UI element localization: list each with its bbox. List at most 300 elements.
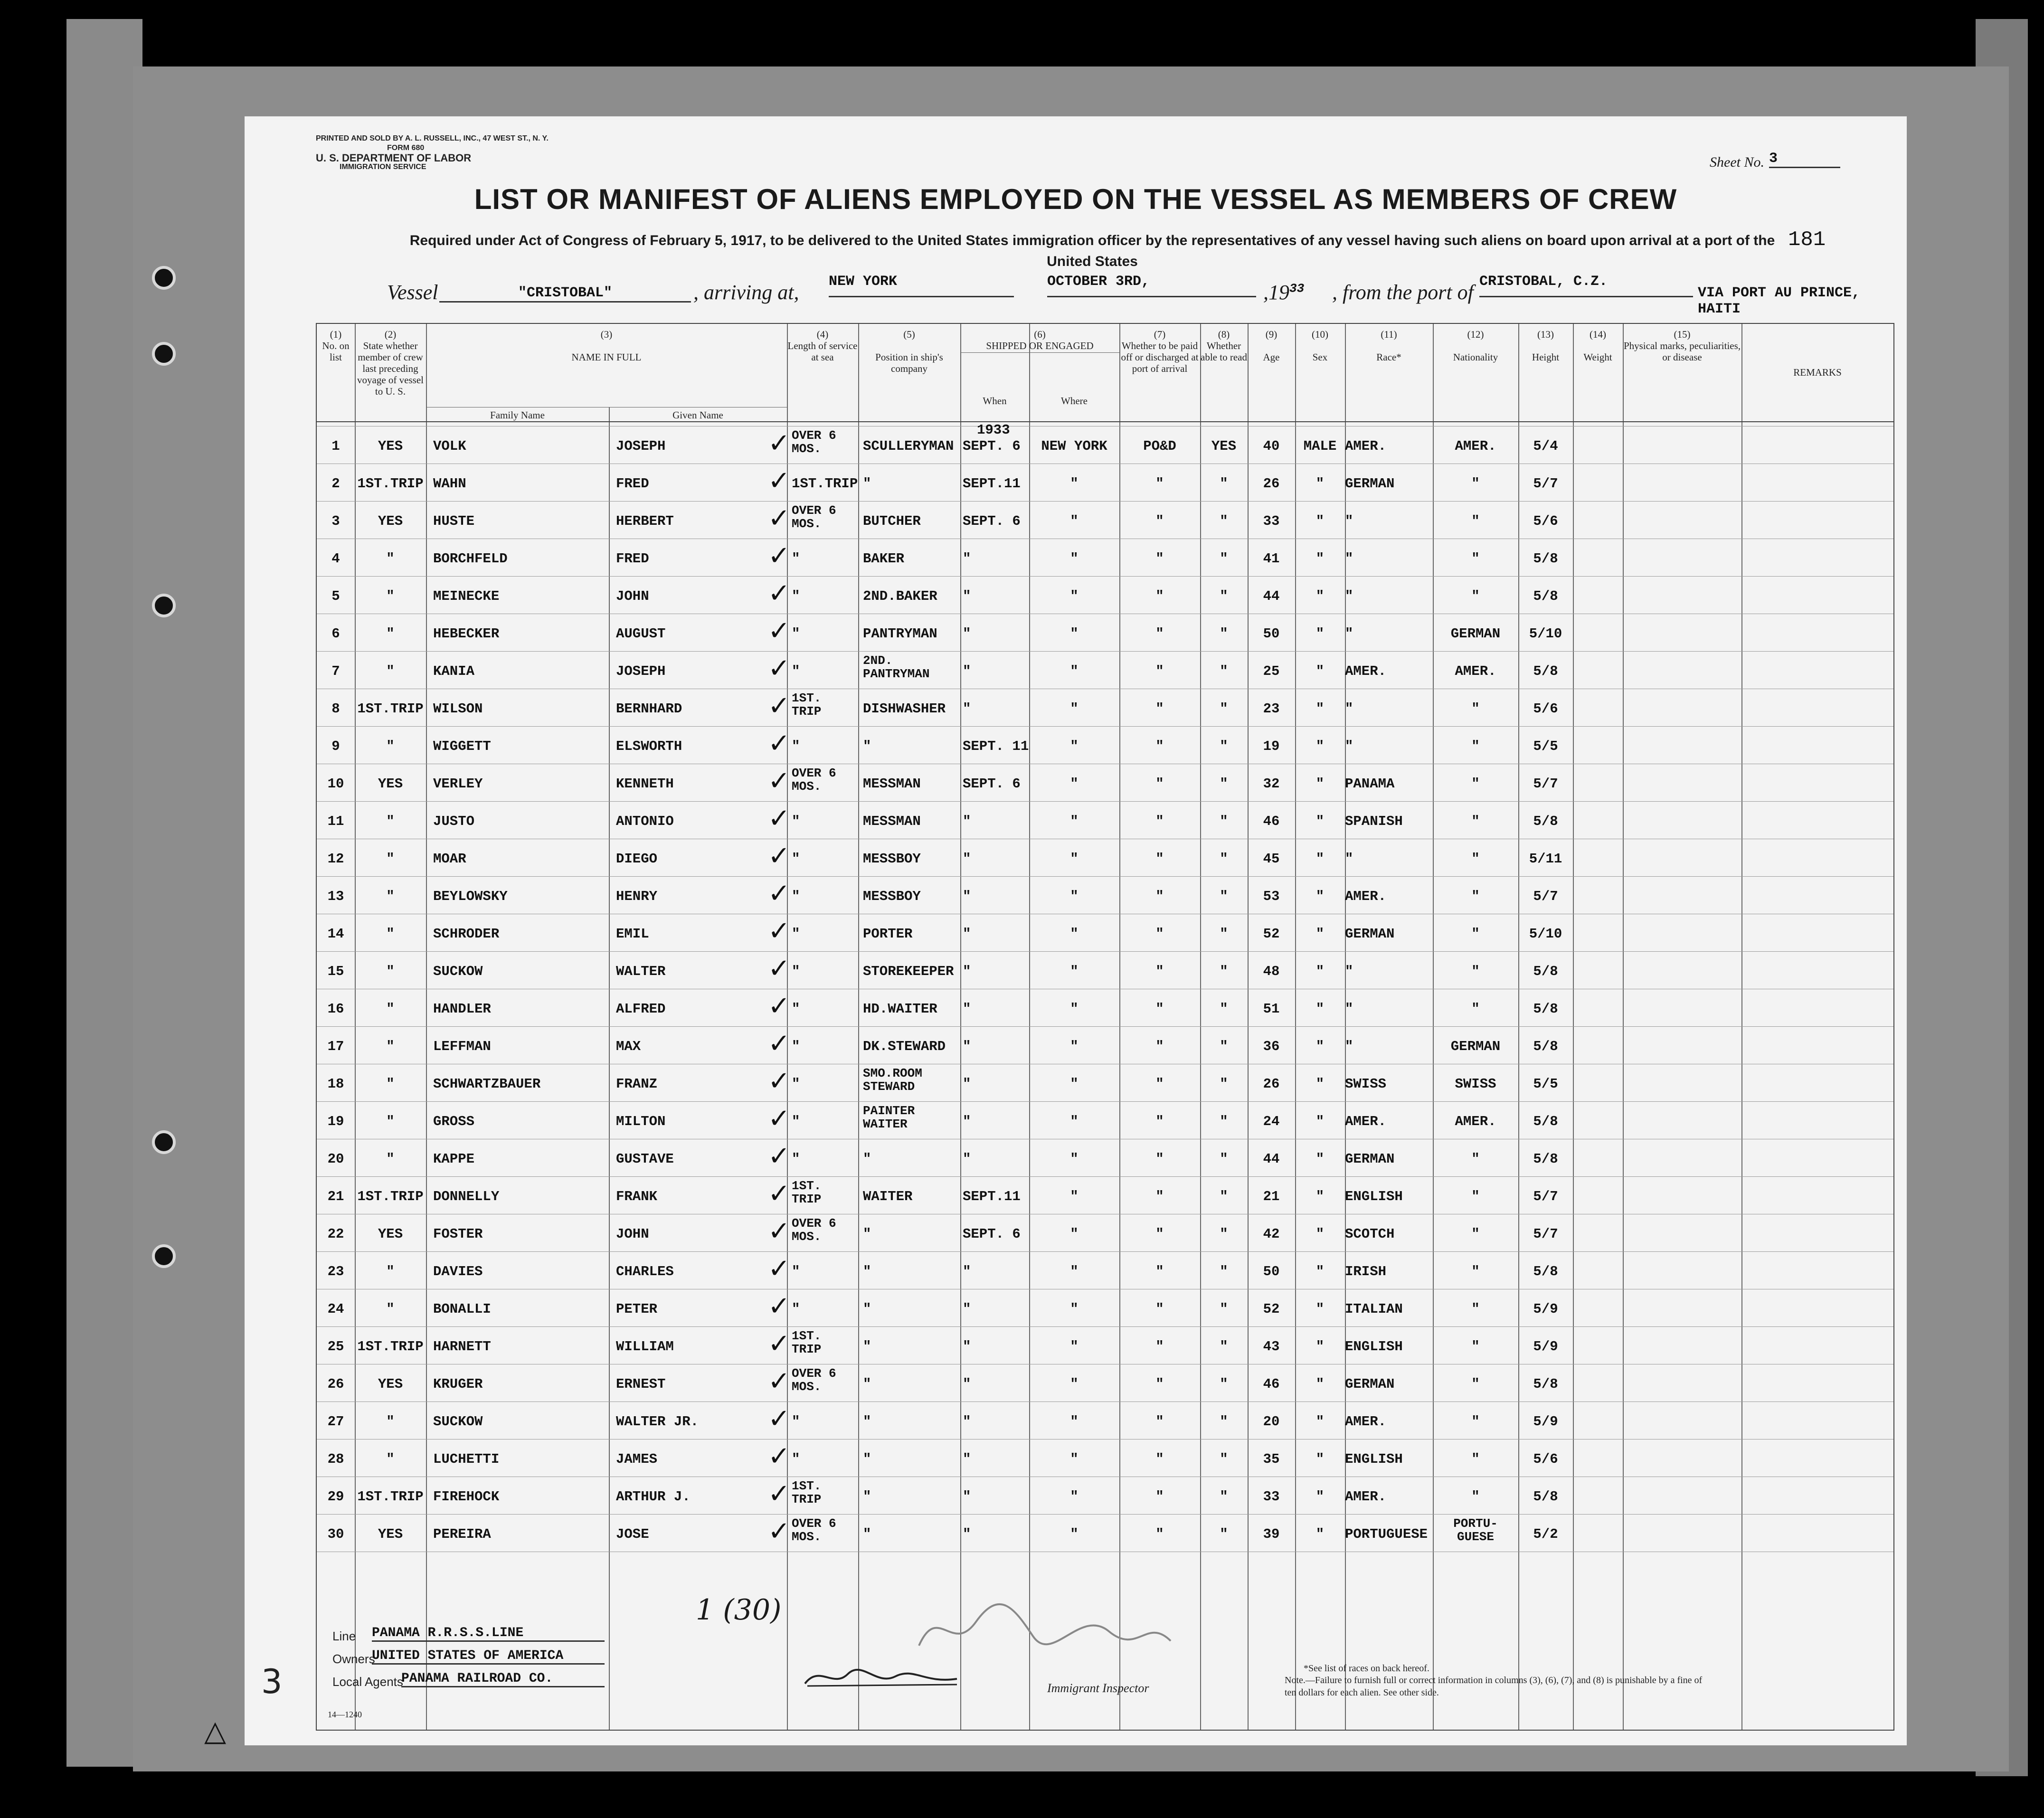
shipped-when: " (963, 1489, 971, 1505)
given-name: PETER (616, 1301, 658, 1317)
checkmark-icon: ✓ (768, 540, 790, 571)
given-name: FRANZ (616, 1076, 658, 1092)
col-2-header: (2) State whether member of crew last preceding voyage of vessel to U. S. (357, 329, 424, 397)
previous-voyage: 1ST.TRIP (357, 701, 424, 717)
age: 50 (1263, 626, 1280, 642)
table-row (317, 576, 1893, 614)
sheet-label: Sheet No. (1710, 154, 1764, 170)
from-label: , from the port of (1332, 281, 1474, 304)
table-row (317, 1214, 1893, 1251)
age: 39 (1263, 1526, 1280, 1542)
nationality: SWISS (1455, 1076, 1496, 1092)
given-name: ELSWORTH (616, 739, 682, 754)
race: IRISH (1345, 1264, 1387, 1279)
shipped-where: " (1070, 814, 1079, 829)
checkmark-icon: ✓ (768, 1516, 790, 1547)
paid-off-status: " (1155, 551, 1164, 567)
manifest-table (316, 323, 1894, 1731)
departure-port: CRISTOBAL, C.Z. (1479, 267, 1693, 297)
given-name: EMIL (616, 926, 649, 942)
ship-position: PANTRYMAN (863, 626, 937, 642)
shipped-where: " (1070, 1151, 1079, 1167)
shipped-where: " (1070, 513, 1079, 529)
given-name: FRED (616, 476, 649, 492)
paid-off-status: " (1155, 1076, 1164, 1092)
able-to-read: " (1220, 1264, 1228, 1279)
nationality: " (1471, 851, 1480, 867)
age: 20 (1263, 1414, 1280, 1430)
family-name: HUSTE (433, 513, 475, 529)
shipped-where: " (1070, 926, 1079, 942)
family-name: LUCHETTI (433, 1451, 500, 1467)
length-of-service: " (792, 964, 800, 979)
given-name: FRANK (616, 1189, 658, 1204)
previous-voyage: YES (378, 513, 403, 529)
paid-off-status: " (1155, 476, 1164, 492)
checkmark-icon: ✓ (768, 803, 790, 834)
race: PORTUGUESE (1345, 1526, 1428, 1542)
inspector-signature (800, 1660, 962, 1693)
given-name: MILTON (616, 1114, 666, 1129)
length-of-service: " (792, 663, 800, 679)
col-15-header: (15) Physical marks, peculiarities, or disease (1623, 329, 1741, 363)
shipped-when: " (963, 1039, 971, 1054)
checkmark-icon: ✓ (768, 615, 790, 646)
paid-off-status: " (1155, 626, 1164, 642)
left-binder-strip (66, 19, 142, 1767)
nationality: " (1471, 701, 1480, 717)
nationality: " (1471, 551, 1480, 567)
checkmark-icon: ✓ (768, 1366, 790, 1397)
checkmark-icon: ✓ (768, 878, 790, 909)
nationality: " (1471, 476, 1480, 492)
able-to-read: " (1220, 1451, 1228, 1467)
family-name: LEFFMAN (433, 1039, 491, 1054)
age: 52 (1263, 1301, 1280, 1317)
length-of-service: " (792, 1301, 800, 1317)
length-of-service: " (792, 1039, 800, 1054)
page-subtitle: Required under Act of Congress of February 5, 1917, to be delivered to the United States immigration officer by the representatives of any vessel having such aliens on board upon arrival at a port of the United States (409, 233, 1775, 269)
ship-position: DK.STEWARD (863, 1039, 946, 1054)
previous-voyage: " (386, 739, 395, 754)
sex: " (1315, 1226, 1325, 1242)
service-name: IMMIGRATION SERVICE (340, 163, 426, 171)
shipped-where: " (1070, 776, 1079, 792)
age: 52 (1263, 926, 1280, 942)
shipped-when: " (963, 1001, 971, 1017)
paid-off-status: " (1155, 1114, 1164, 1129)
row-number: 6 (331, 626, 340, 642)
table-row (317, 1401, 1893, 1439)
row-number: 9 (331, 739, 340, 754)
nationality: " (1471, 889, 1480, 904)
shipped-when: SEPT. 6 (963, 513, 1021, 529)
family-name: HARNETT (433, 1339, 491, 1354)
row-number: 7 (331, 663, 340, 679)
age: 21 (1263, 1189, 1280, 1204)
printer-line: PRINTED AND SOLD BY A. L. RUSSELL, INC., 47 WEST ST., N. Y. (316, 134, 549, 142)
shipped-when: SEPT.11 (963, 476, 1021, 492)
family-name: DAVIES (433, 1264, 483, 1279)
age: 35 (1263, 1451, 1280, 1467)
race: " (1345, 588, 1353, 604)
family-name: HANDLER (433, 1001, 491, 1017)
race: GERMAN (1345, 1151, 1395, 1167)
shipped-where: " (1070, 889, 1079, 904)
able-to-read: " (1220, 1414, 1228, 1430)
shipped-where: " (1070, 1264, 1079, 1279)
line-label: Line (332, 1629, 356, 1643)
shipped-where: " (1070, 851, 1079, 867)
race: " (1345, 964, 1353, 979)
paid-off-status: " (1155, 1226, 1164, 1242)
nationality: AMER. (1455, 1114, 1496, 1129)
able-to-read: " (1220, 1039, 1228, 1054)
ship-position: " (863, 1226, 871, 1242)
checkmark-icon: ✓ (768, 1441, 790, 1472)
sex: " (1315, 926, 1325, 942)
race: AMER. (1345, 1114, 1387, 1129)
height: 5/7 (1533, 889, 1558, 904)
pencil-signature (909, 1589, 1175, 1665)
given-name: WALTER (616, 964, 666, 979)
height: 5/6 (1533, 1451, 1558, 1467)
ship-position: HD.WAITER (863, 1001, 937, 1017)
shipped-when: " (963, 1114, 971, 1129)
shipped-where: " (1070, 1114, 1079, 1129)
race: GERMAN (1345, 1376, 1395, 1392)
age: 45 (1263, 851, 1280, 867)
paid-off-status: " (1155, 1264, 1164, 1279)
nationality: GERMAN (1450, 626, 1501, 642)
shipped-when: " (963, 814, 971, 829)
row-number: 2 (331, 476, 340, 492)
sex: " (1315, 1301, 1325, 1317)
table-row (317, 1251, 1893, 1289)
checkmark-icon: ✓ (768, 1291, 790, 1322)
height: 5/8 (1533, 1376, 1558, 1392)
table-row (317, 1064, 1893, 1101)
row-number: 12 (327, 851, 344, 867)
checkmark-icon: ✓ (768, 991, 790, 1022)
paid-off-status: " (1155, 1489, 1164, 1505)
length-of-service: " (792, 626, 800, 642)
table-row (317, 501, 1893, 539)
age: 44 (1263, 588, 1280, 604)
row-number: 4 (331, 551, 340, 567)
shipped-where: " (1070, 551, 1079, 567)
shipped-when: " (963, 1151, 971, 1167)
height: 5/7 (1533, 1189, 1558, 1204)
row-number: 14 (327, 926, 344, 942)
nationality: " (1471, 588, 1480, 604)
checkmark-icon: ✓ (768, 503, 790, 534)
sex: " (1315, 1376, 1325, 1392)
age: 26 (1263, 1076, 1280, 1092)
previous-voyage: " (386, 1076, 395, 1092)
race: " (1345, 551, 1353, 567)
row-number: 16 (327, 1001, 344, 1017)
sex: " (1315, 1039, 1325, 1054)
race: AMER. (1345, 1414, 1387, 1430)
age: 33 (1263, 1489, 1280, 1505)
height: 5/6 (1533, 701, 1558, 717)
nationality: " (1471, 739, 1480, 754)
height: 5/6 (1533, 513, 1558, 529)
able-to-read: " (1220, 513, 1228, 529)
form-code: 14—1240 (328, 1710, 362, 1719)
sex: " (1315, 1076, 1325, 1092)
checkmark-icon: ✓ (768, 578, 790, 609)
age: 46 (1263, 1376, 1280, 1392)
col-6-header: (6) SHIPPED OR ENGAGED (986, 329, 1094, 351)
given-name: WILLIAM (616, 1339, 674, 1354)
shipped-when: " (963, 1339, 971, 1354)
able-to-read: " (1220, 1001, 1228, 1017)
shipped-when: " (963, 926, 971, 942)
family-name: MOAR (433, 851, 466, 867)
nationality: " (1471, 1376, 1480, 1392)
length-of-service: " (792, 1414, 800, 1430)
page-number: 181 (1788, 228, 1826, 252)
department-name: U. S. DEPARTMENT OF LABOR (316, 152, 472, 164)
form-number: FORM 680 (387, 144, 425, 152)
given-name: ALFRED (616, 1001, 666, 1017)
able-to-read: " (1220, 851, 1228, 867)
previous-voyage: " (386, 588, 395, 604)
height: 5/8 (1533, 551, 1558, 567)
able-to-read: " (1220, 1114, 1228, 1129)
checkmark-icon: ✓ (768, 1028, 790, 1059)
shipped-when: " (963, 701, 971, 717)
arriving-label: , arriving at, (693, 281, 799, 304)
checkmark-icon: ✓ (768, 1253, 790, 1284)
sex: " (1315, 776, 1325, 792)
row-number: 5 (331, 588, 340, 604)
ship-position: " (863, 1264, 871, 1279)
shipped-where: " (1070, 588, 1079, 604)
length-of-service: OVER 6 MOS. (792, 428, 836, 456)
height: 5/8 (1533, 1039, 1558, 1054)
family-name: PEREIRA (433, 1526, 491, 1542)
table-row (317, 1139, 1893, 1176)
age: 53 (1263, 889, 1280, 904)
length-of-service: " (792, 926, 800, 942)
length-of-service: OVER 6 MOS. (792, 1516, 836, 1544)
previous-voyage: " (386, 814, 395, 829)
able-to-read: " (1220, 926, 1228, 942)
race: " (1345, 626, 1353, 642)
paid-off-status: " (1155, 739, 1164, 754)
family-name: GROSS (433, 1114, 475, 1129)
vessel-label: Vessel (387, 281, 438, 304)
checkmark-icon: ✓ (768, 1066, 790, 1097)
shipped-when: SEPT. 11 (963, 739, 1029, 754)
able-to-read: " (1220, 1189, 1228, 1204)
sex: " (1315, 1414, 1325, 1430)
length-of-service: " (792, 889, 800, 904)
row-number: 28 (327, 1451, 344, 1467)
nationality: " (1471, 1264, 1480, 1279)
ship-position: " (863, 739, 871, 754)
able-to-read: YES (1211, 438, 1237, 454)
ship-position: 2ND. PANTRYMAN (863, 653, 930, 681)
line-value: PANAMA R.R.S.S.LINE (372, 1626, 605, 1642)
ship-position: BAKER (863, 551, 905, 567)
able-to-read: " (1220, 964, 1228, 979)
height: 5/8 (1533, 964, 1558, 979)
nationality: " (1471, 1301, 1480, 1317)
length-of-service: 1ST. TRIP (792, 1179, 822, 1206)
race: " (1345, 739, 1353, 754)
shipped-where: " (1070, 964, 1079, 979)
via-ports: VIA PORT AU PRINCE, HAITI (1698, 285, 1861, 317)
paid-off-status: " (1155, 701, 1164, 717)
height: 5/8 (1533, 1489, 1558, 1505)
table-row (317, 464, 1893, 501)
previous-voyage: " (386, 1001, 395, 1017)
given-name: FRED (616, 551, 649, 567)
previous-voyage: " (386, 964, 395, 979)
family-name: HEBECKER (433, 626, 500, 642)
family-name: FOSTER (433, 1226, 483, 1242)
row-number: 23 (327, 1264, 344, 1279)
able-to-read: " (1220, 1526, 1228, 1542)
table-row (317, 1364, 1893, 1401)
nationality: " (1471, 1151, 1480, 1167)
ship-position: PORTER (863, 926, 913, 942)
paid-off-status: " (1155, 1339, 1164, 1354)
race: ENGLISH (1345, 1339, 1403, 1354)
paid-off-status: " (1155, 1189, 1164, 1204)
col-1-header: (1) No. on list (322, 329, 350, 363)
nationality: " (1471, 776, 1480, 792)
height: 5/8 (1533, 1151, 1558, 1167)
row-number: 3 (331, 513, 340, 529)
age: 19 (1263, 739, 1280, 754)
nationality: " (1471, 814, 1480, 829)
shipped-when: SEPT. 6 (963, 776, 1021, 792)
shipped-when: SEPT.11 (963, 1189, 1021, 1204)
where-header: Where (1061, 395, 1088, 407)
sex: " (1315, 1264, 1325, 1279)
length-of-service: 1ST. TRIP (792, 1329, 822, 1356)
triangle-icon: △ (204, 1715, 227, 1747)
age: 43 (1263, 1339, 1280, 1354)
table-row (317, 1026, 1893, 1064)
ship-position: DISHWASHER (863, 701, 946, 717)
shipped-where: " (1070, 739, 1079, 754)
height: 5/8 (1533, 814, 1558, 829)
ship-position: " (863, 1414, 871, 1430)
race: " (1345, 1039, 1353, 1054)
age: 44 (1263, 1151, 1280, 1167)
race: " (1345, 513, 1353, 529)
table-row (317, 689, 1893, 726)
ship-position: MESSMAN (863, 814, 921, 829)
able-to-read: " (1220, 663, 1228, 679)
table-row (317, 1289, 1893, 1326)
shipped-when: " (963, 588, 971, 604)
family-name: WILSON (433, 701, 483, 717)
given-name: KENNETH (616, 776, 674, 792)
given-name: AUGUST (616, 626, 666, 642)
family-name: SCHRODER (433, 926, 500, 942)
owners-value: UNITED STATES OF AMERICA (372, 1648, 605, 1665)
paid-off-status: " (1155, 663, 1164, 679)
given-name: ANTONIO (616, 814, 674, 829)
previous-voyage: " (386, 1151, 395, 1167)
previous-voyage: " (386, 626, 395, 642)
given-name: WALTER JR. (616, 1414, 699, 1430)
races-note: *See list of races on back hereof. (1304, 1663, 1429, 1674)
given-name: JOSEPH (616, 663, 666, 679)
paid-off-status: " (1155, 1451, 1164, 1467)
sex: MALE (1303, 438, 1337, 454)
row-number: 15 (327, 964, 344, 979)
family-name: BEYLOWSKY (433, 889, 508, 904)
sex: " (1315, 513, 1325, 529)
col-14-header: (14) Weight (1583, 329, 1612, 363)
punch-hole (152, 266, 176, 290)
punch-hole (152, 342, 176, 366)
length-of-service: " (792, 814, 800, 829)
race: " (1345, 851, 1353, 867)
sex: " (1315, 851, 1325, 867)
row-number: 1 (331, 438, 340, 454)
ship-position: " (863, 1451, 871, 1467)
length-of-service: " (792, 551, 800, 567)
table-row (317, 1477, 1893, 1514)
race: " (1345, 701, 1353, 717)
shipped-where: " (1070, 1301, 1079, 1317)
inspector-label: Immigrant Inspector (1047, 1681, 1149, 1695)
shipped-where: " (1070, 1376, 1079, 1392)
given-name: BERNHARD (616, 701, 682, 717)
shipped-where: " (1070, 1001, 1079, 1017)
given-name: JOSE (616, 1526, 649, 1542)
previous-voyage: 1ST.TRIP (357, 476, 424, 492)
punch-hole (152, 1244, 176, 1268)
ship-position: SMO.ROOM STEWARD (863, 1066, 922, 1094)
checkmark-icon: ✓ (768, 1103, 790, 1134)
able-to-read: " (1220, 1376, 1228, 1392)
col-9-header: (9) Age (1263, 329, 1280, 363)
given-name: JOSEPH (616, 438, 666, 454)
sex: " (1315, 701, 1325, 717)
given-name: ERNEST (616, 1376, 666, 1392)
row-number: 8 (331, 701, 340, 717)
family-name: WIGGETT (433, 739, 491, 754)
family-name: SUCKOW (433, 964, 483, 979)
height: 5/2 (1533, 1526, 1558, 1542)
remarks-header: REMARKS (1793, 367, 1842, 378)
able-to-read: " (1220, 1489, 1228, 1505)
punch-hole (152, 594, 176, 617)
able-to-read: " (1220, 551, 1228, 567)
table-row (317, 876, 1893, 914)
sex: " (1315, 663, 1325, 679)
table-row (317, 951, 1893, 989)
shipped-when: " (963, 1414, 971, 1430)
able-to-read: " (1220, 814, 1228, 829)
nationality: " (1471, 964, 1480, 979)
shipped-when: SEPT. 6 (963, 438, 1021, 454)
family-name: DONNELLY (433, 1189, 500, 1204)
checkmark-icon: ✓ (768, 1141, 790, 1172)
sex: " (1315, 588, 1325, 604)
col-10-header: (10) Sex (1312, 329, 1328, 363)
